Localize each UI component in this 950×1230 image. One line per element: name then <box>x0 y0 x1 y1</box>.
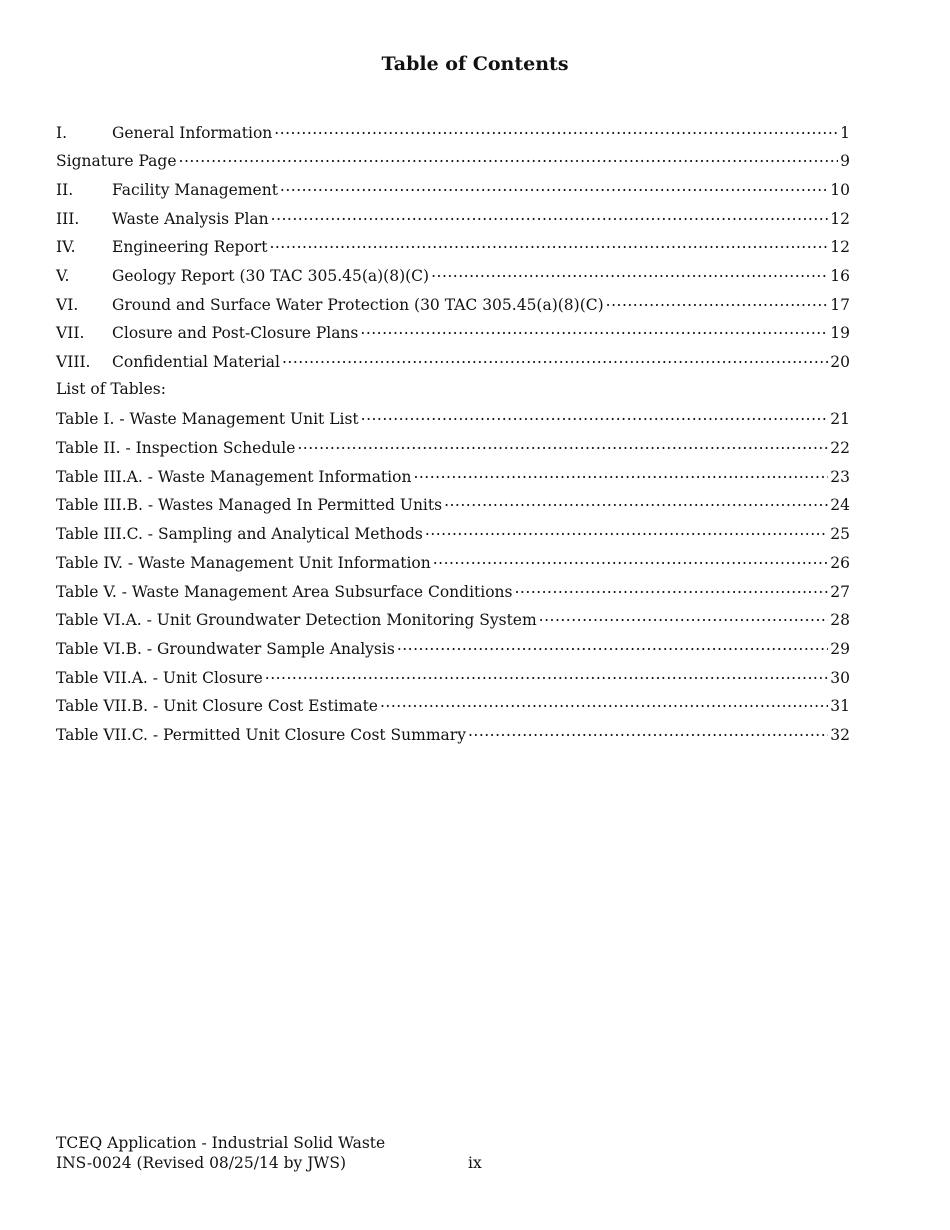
toc-entry-number: III. <box>56 209 80 228</box>
toc-table-entry[interactable] <box>56 466 850 495</box>
toc-table-page: 30 <box>830 668 850 687</box>
toc-table-page: 27 <box>830 582 850 601</box>
toc-entry-waste-analysis-plan[interactable] <box>56 208 850 237</box>
toc-entry-confidential-material[interactable] <box>56 352 850 381</box>
toc-table-title: Table VI.A. - Unit Groundwater Detection Monitoring System <box>56 611 537 630</box>
toc-table-page: 22 <box>830 439 850 458</box>
toc-table-entry[interactable] <box>56 409 850 438</box>
toc-table-title: Table III.A. - Waste Management Information <box>56 467 412 486</box>
dot-leader <box>468 724 828 740</box>
list-of-tables-label: List of Tables: <box>56 380 166 399</box>
toc-table-entry[interactable] <box>56 438 850 467</box>
toc-entry-title: General Information <box>112 123 273 142</box>
toc-entry-title: Confidential Material <box>112 353 280 371</box>
toc-table-page: 31 <box>830 697 850 716</box>
toc-table-page: 28 <box>830 611 850 630</box>
dot-leader <box>515 581 829 597</box>
toc-table-page: 32 <box>830 725 850 744</box>
toc-entry-title: Signature Page <box>56 152 177 171</box>
toc-table-page: 24 <box>830 496 850 515</box>
toc-entry-title: Facility Management <box>112 180 278 199</box>
toc-table-title: Table VII.A. - Unit Closure <box>56 668 263 687</box>
toc-table-entry[interactable] <box>56 696 850 725</box>
toc-table-title: Table IV. - Waste Management Unit Information <box>56 553 431 572</box>
dot-leader <box>539 610 829 626</box>
toc-entry-page: 9 <box>840 152 850 171</box>
toc-table-entry[interactable] <box>56 667 850 696</box>
toc-entry-water-protection[interactable] <box>56 294 850 323</box>
dot-leader <box>297 438 828 454</box>
dot-leader <box>606 294 829 310</box>
toc-table-page: 25 <box>830 525 850 544</box>
toc-table-entry[interactable] <box>56 581 850 610</box>
toc-table-entry[interactable] <box>56 524 850 553</box>
dot-leader <box>433 552 829 568</box>
toc-table-title: Table III.B. - Wastes Managed In Permitted Units <box>56 496 443 515</box>
dot-leader <box>271 208 829 224</box>
toc-table-entry[interactable] <box>56 610 850 639</box>
footer-line-1: TCEQ Application - Industrial Solid Waste <box>56 1134 386 1152</box>
toc-entry-number: IV. <box>56 238 76 257</box>
toc-table-entry[interactable] <box>56 724 850 753</box>
toc-table-title: Table I. - Waste Management Unit List <box>56 410 359 429</box>
toc-table-entry[interactable] <box>56 552 850 581</box>
toc-entry-title: Engineering Report <box>112 238 268 257</box>
toc-entry-general-information[interactable] <box>56 122 850 151</box>
toc-entry-title: Waste Analysis Plan <box>112 209 269 228</box>
dot-leader <box>282 352 828 368</box>
toc-entry-signature-page[interactable] <box>56 151 850 180</box>
toc-entry-number: V. <box>56 266 70 285</box>
footer-line-2: INS-0024 (Revised 08/25/14 by JWS) <box>56 1154 347 1172</box>
toc-table-title: Table VII.C. - Permitted Unit Closure Cost Summary <box>56 725 466 744</box>
footer-page-number: ix <box>468 1154 482 1172</box>
toc-table-entry[interactable] <box>56 638 850 667</box>
toc-entry-title: Ground and Surface Water Protection (30 TAC 305.45(a)(8)(C) <box>112 295 604 314</box>
toc-entry-page: 19 <box>830 324 850 343</box>
toc-entry-geology-report[interactable] <box>56 265 850 294</box>
dot-leader <box>360 323 828 339</box>
dot-leader <box>361 409 829 425</box>
toc-table-page: 26 <box>830 553 850 572</box>
dot-leader <box>431 265 828 281</box>
dot-leader <box>380 696 828 712</box>
table-of-contents <box>56 122 850 753</box>
dot-leader <box>397 638 828 654</box>
toc-table-title: Table III.C. - Sampling and Analytical Methods <box>56 525 423 544</box>
toc-entry-closure-plans[interactable] <box>56 323 850 352</box>
toc-table-page: 29 <box>830 639 850 658</box>
toc-table-page: 23 <box>830 467 850 486</box>
toc-entry-page: 12 <box>830 209 850 228</box>
toc-table-page: 21 <box>830 410 850 429</box>
toc-entry-page: 20 <box>830 353 850 371</box>
footer <box>56 1133 385 1173</box>
dot-leader <box>274 122 838 138</box>
toc-entry-number: II. <box>56 180 74 199</box>
toc-entry-title: Geology Report (30 TAC 305.45(a)(8)(C) <box>112 266 430 285</box>
toc-entry-page: 17 <box>830 295 850 314</box>
toc-table-title: Table VII.B. - Unit Closure Cost Estimate <box>56 697 378 716</box>
dot-leader <box>280 179 828 195</box>
toc-entry-engineering-report[interactable] <box>56 237 850 266</box>
page-title: Table of Contents <box>381 53 569 75</box>
toc-table-title: Table V. - Waste Management Area Subsurface Conditions <box>56 582 513 601</box>
toc-entry-page: 1 <box>840 123 850 142</box>
dot-leader <box>444 495 828 511</box>
toc-entry-number: VII. <box>56 324 85 343</box>
toc-table-entry[interactable] <box>56 495 850 524</box>
toc-entry-number: VIII. <box>56 353 91 371</box>
toc-entry-title: Closure and Post-Closure Plans <box>112 324 359 343</box>
dot-leader <box>269 237 828 253</box>
toc-table-title: Table II. - Inspection Schedule <box>56 439 296 458</box>
toc-entry-page: 10 <box>830 180 850 199</box>
toc-table-title: Table VI.B. - Groundwater Sample Analysis <box>56 639 395 658</box>
dot-leader <box>413 466 828 482</box>
dot-leader <box>425 524 828 540</box>
toc-entry-page: 12 <box>830 238 850 257</box>
toc-entry-page: 16 <box>830 266 850 285</box>
list-of-tables-heading <box>56 380 850 409</box>
toc-entry-facility-management[interactable] <box>56 179 850 208</box>
toc-entry-number: I. <box>56 123 68 142</box>
toc-entry-number: VI. <box>56 295 79 314</box>
dot-leader <box>179 151 839 167</box>
dot-leader <box>265 667 829 683</box>
